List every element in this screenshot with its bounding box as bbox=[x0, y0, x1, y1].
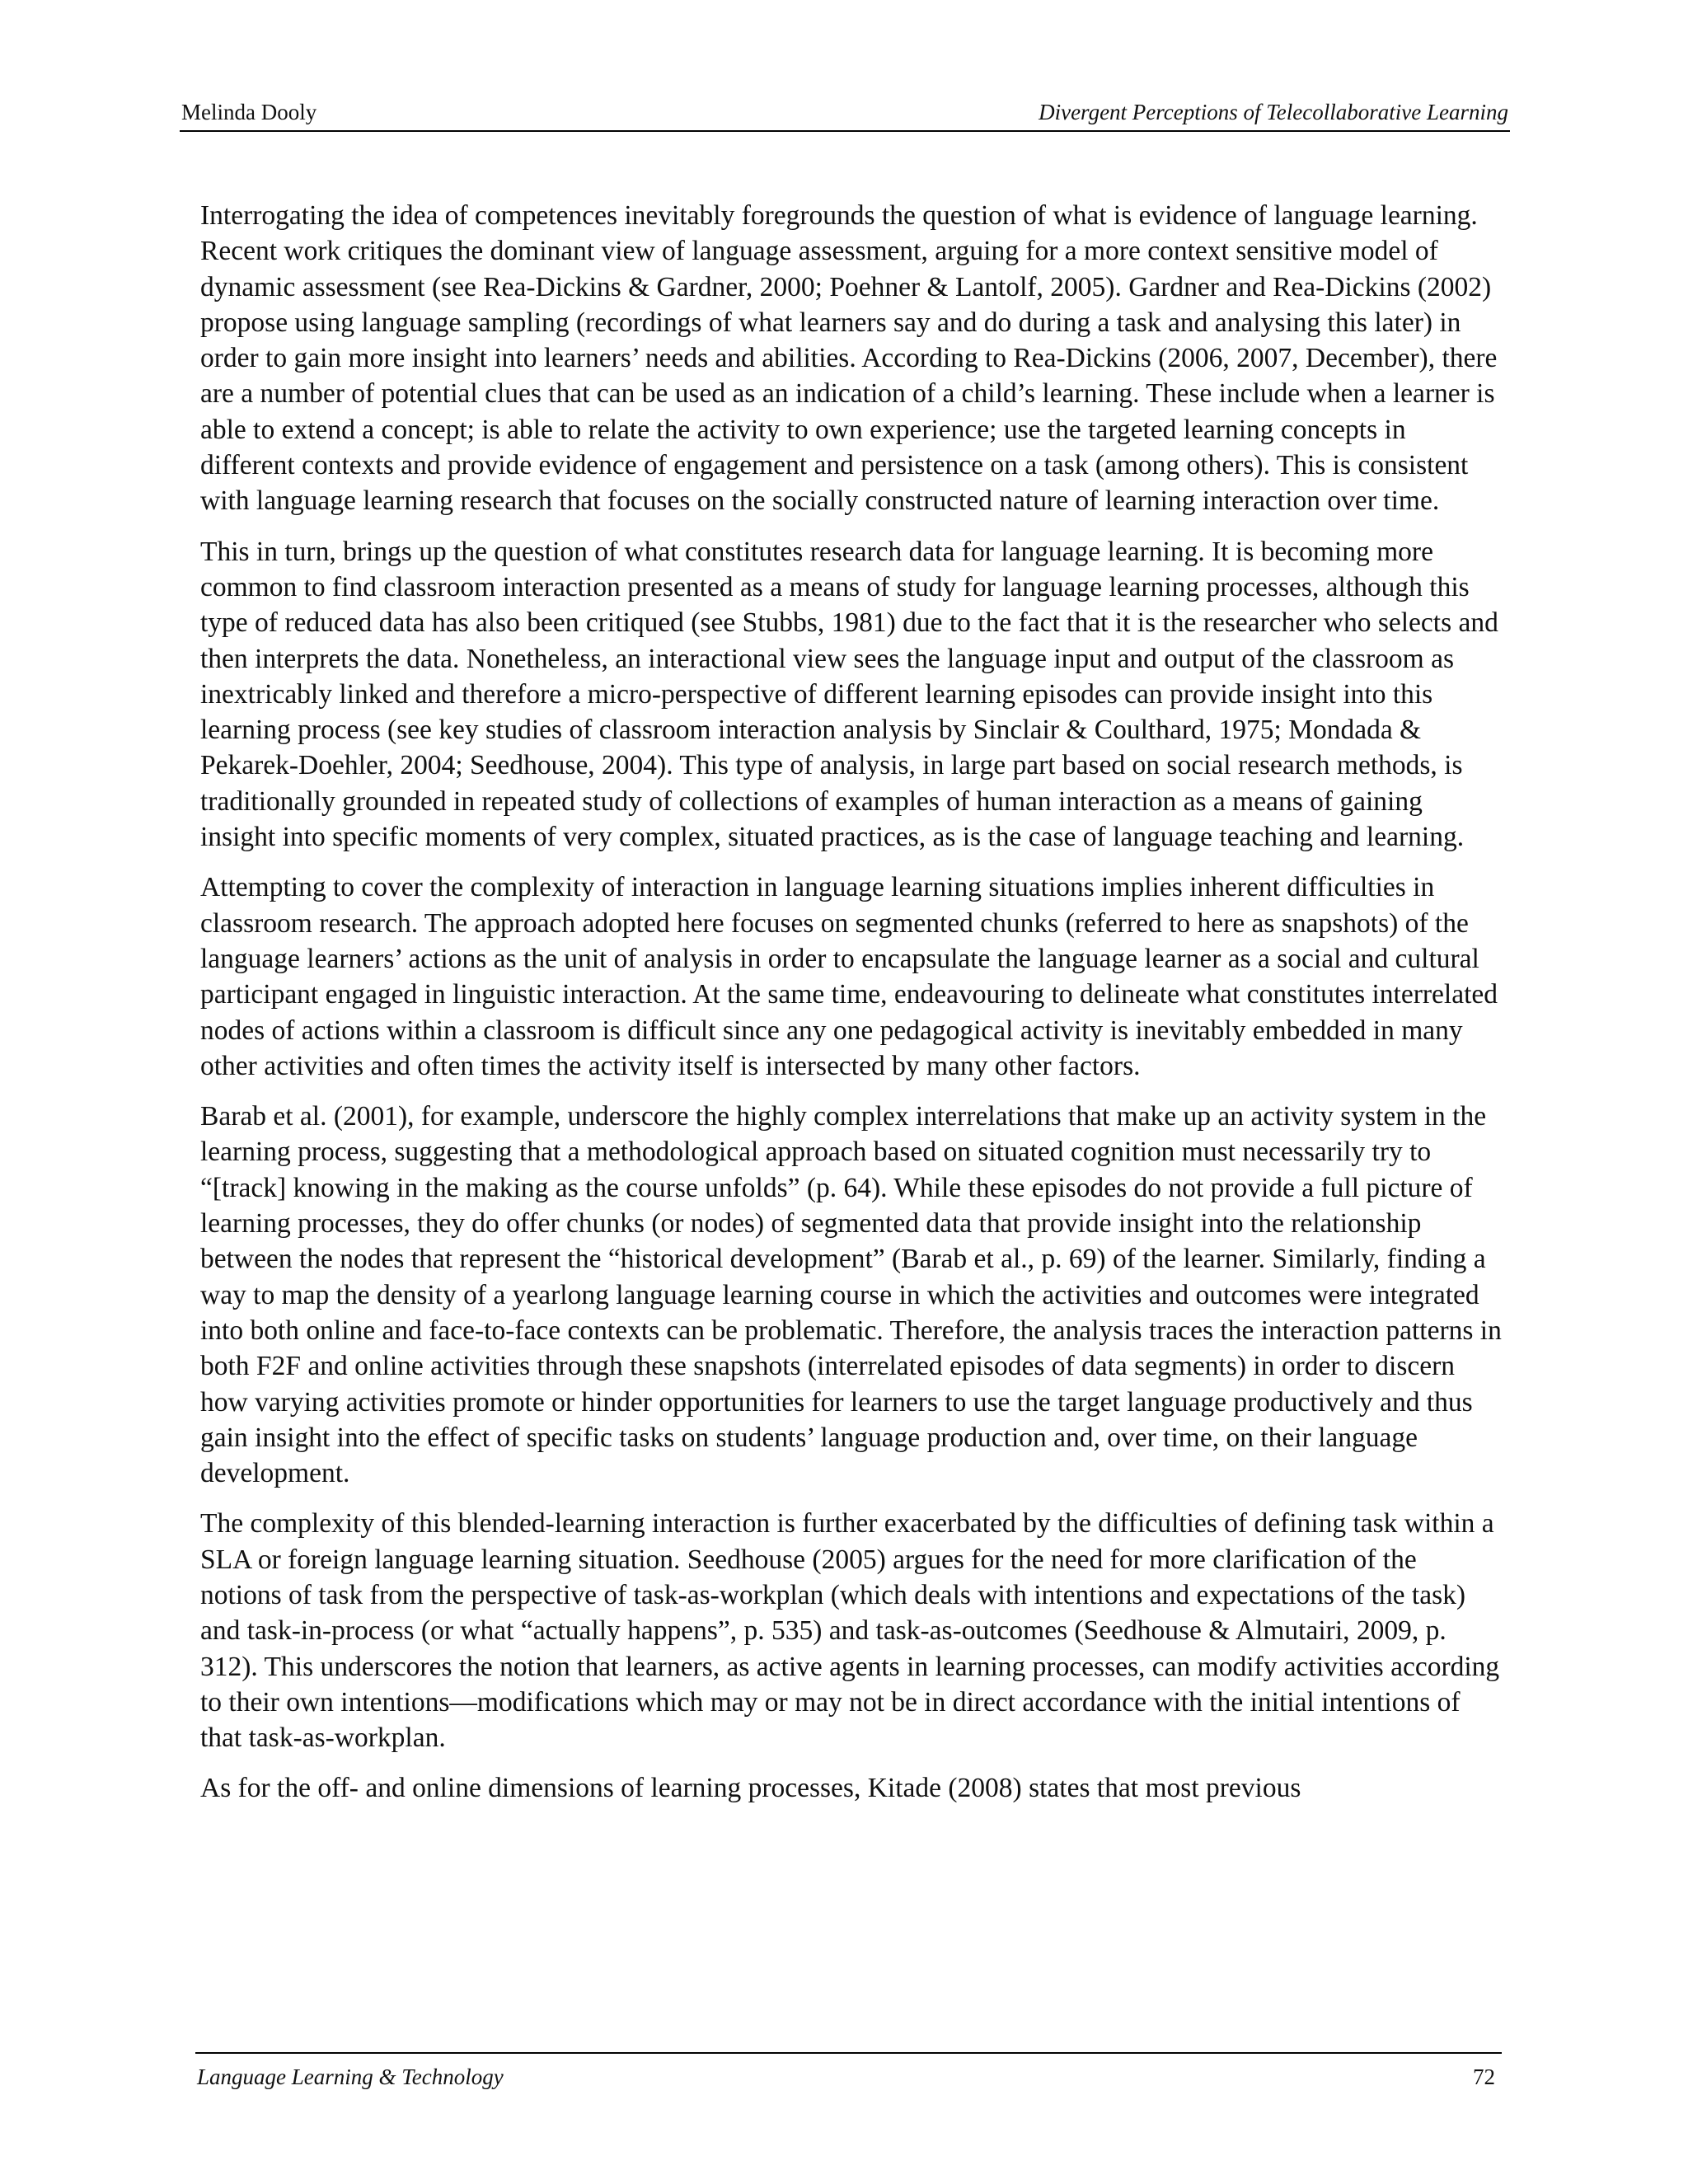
paragraph-2: This in turn, brings up the question of what constitutes research data for language learning. It is becoming more common to find classroom interaction presented as a means of study for language learning processes, although this type of reduced data has also been critiqued (see Stubbs, 1981) due to the fact that it is the researcher who selects and then interprets the data. Nonetheless, an interactional view sees the language input and output of the classroom as inextricably linked and therefore a micro-perspective of different learning episodes can provide insight into this learning process (see key studies of classroom interaction analysis by Sinclair & Coulthard, 1975; Mondada & Pekarek-Doehler, 2004; Seedhouse, 2004). This type of analysis, in large part based on social research methods, is traditionally grounded in repeated study of collections of examples of human interaction as a means of gaining insight into specific moments of very complex, situated practices, as is the case of language teaching and learning. bbox=[200, 536, 1498, 853]
paragraph-4: Barab et al. (2001), for example, underscore the highly complex interrelations that make up an activity system in the learning process, suggesting that a methodological approach based on situated cognition must necessarily try to “[track] knowing in the making as the course unfolds” (p. 64). While these episodes do not provide a full picture of learning processes, they do offer chunks (or nodes) of segmented data that provide insight into the relationship between the nodes that represent the “historical development” (Barab et al., p. 69) of the learner. Similarly, finding a way to map the density of a yearlong language learning course in which the activities and outcomes were integrated into both online and face-to-face contexts can be problematic. Therefore, the analysis traces the interaction patterns in both F2F and online activities through these snapshots (interrelated episodes of data segments) in order to discern how varying activities promote or hinder opportunities for learners to use the target language productively and thus gain insight into the effect of specific tasks on students’ language production and, over time, on their language development. bbox=[200, 1101, 1502, 1489]
body-text bbox=[200, 198, 1503, 1821]
header-author: Melinda Dooly bbox=[181, 100, 317, 124]
page-number: 72 bbox=[1473, 2064, 1495, 2089]
page-header bbox=[180, 97, 1510, 132]
paragraph-6: As for the off- and online dimensions of learning processes, Kitade (2008) states that most previous bbox=[200, 1773, 1301, 1804]
paragraph-1: Interrogating the idea of competences inevitably foregrounds the question of what is evidence of language learning. Recent work critiques the dominant view of language assessment, arguing for a more context sensitive model of dynamic assessment (see Rea-Dickins & Gardner, 2000; Poehner & Lantolf, 2005). Gardner and Rea-Dickins (2002) propose using language sampling (recordings of what learners say and do during a task and analysing this later) in order to gain more insight into learners’ needs and abilities. According to Rea-Dickins (2006, 2007, December), there are a number of potential clues that can be used as an indication of a child’s learning. These include when a learner is able to extend a concept; is able to relate the activity to own experience; use the targeted learning concepts in different contexts and provide evidence of engagement and persistence on a task (among others). This is consistent with language learning research that focuses on the socially constructed nature of learning interaction over time. bbox=[200, 200, 1498, 517]
header-running-title: Divergent Perceptions of Telecollaborative Learning bbox=[1039, 100, 1508, 124]
footer-journal: Language Learning & Technology bbox=[197, 2064, 504, 2089]
paragraph-5: The complexity of this blended-learning interaction is further exacerbated by the difficulties of defining task within a SLA or foreign language learning situation. Seedhouse (2005) argues for the need for more clarification of the notions of task from the perspective of task-as-workplan (which deals with intentions and expectations of the task) and task-in-process (or what “actually happens”, p. 535) and task-as-outcomes (Seedhouse & Almutairi, 2009, p. 312). This underscores the notion that learners, as active agents in learning processes, can modify activities according to their own intentions—modifications which may or may not be in direct accordance with the initial intentions of that task-as-workplan. bbox=[200, 1508, 1500, 1754]
paragraph-3: Attempting to cover the complexity of interaction in language learning situations implies inherent difficulties in classroom research. The approach adopted here focuses on segmented chunks (referred to here as snapshots) of the language learners’ actions as the unit of analysis in order to encapsulate the language learner as a social and cultural participant engaged in linguistic interaction. At the same time, endeavouring to delineate what constitutes interrelated nodes of actions within a classroom is difficult since any one pedagogical activity is inevitably embedded in many other activities and often times the activity itself is intersected by many other factors. bbox=[200, 872, 1498, 1081]
page-footer bbox=[195, 2052, 1502, 2089]
